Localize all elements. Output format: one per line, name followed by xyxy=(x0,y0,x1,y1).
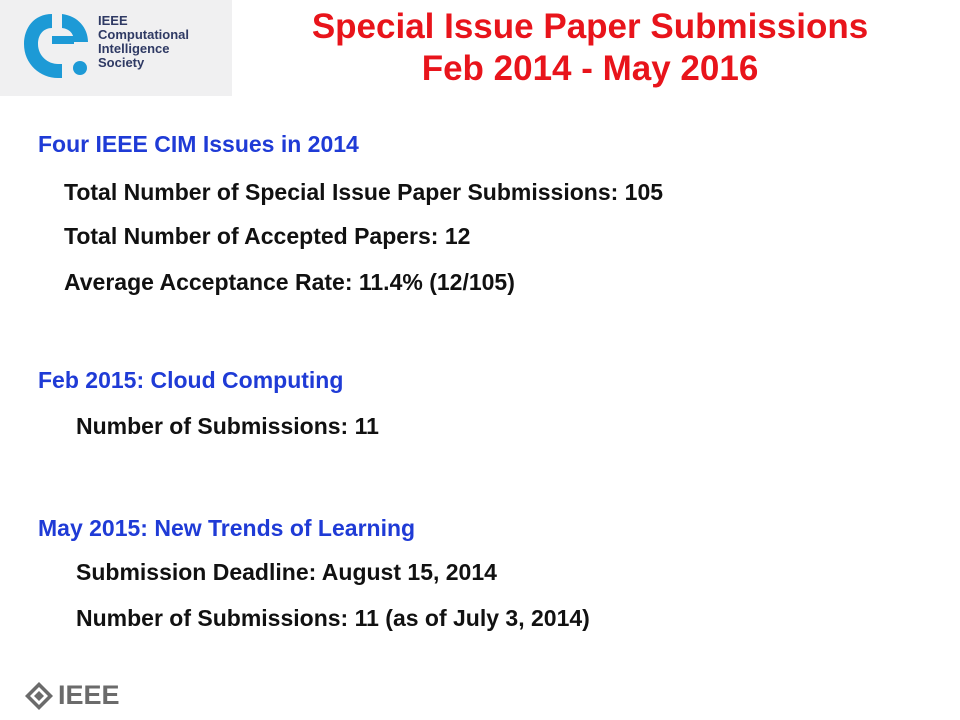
ieee-footer-text: IEEE xyxy=(58,680,120,710)
logo-line-intelligence: Intelligence xyxy=(98,41,170,56)
cis-logo-icon xyxy=(22,6,94,88)
logo-line-computational: Computational xyxy=(98,27,189,42)
section-heading-new-trends: May 2015: New Trends of Learning xyxy=(38,515,416,541)
section-heading-cloud-computing: Feb 2015: Cloud Computing xyxy=(38,367,344,393)
stat-learning-submissions: Number of Submissions: 11 (as of July 3, 2014) xyxy=(76,605,590,631)
title-line-1: Special Issue Paper Submissions xyxy=(311,7,869,46)
stat-total-submissions: Total Number of Special Issue Paper Submissions: 105 xyxy=(64,179,664,205)
cis-logo xyxy=(0,0,232,96)
logo-line-society: Society xyxy=(98,55,145,70)
stat-cloud-submissions: Number of Submissions: 11 xyxy=(76,413,379,439)
ieee-diamond-icon xyxy=(24,681,54,711)
cis-logo-text xyxy=(98,14,189,70)
stat-submission-deadline: Submission Deadline: August 15, 2014 xyxy=(76,559,497,585)
section-heading-cim-2014: Four IEEE CIM Issues in 2014 xyxy=(38,131,359,157)
logo-line-ieee: IEEE xyxy=(98,13,128,28)
stat-accepted-papers: Total Number of Accepted Papers: 12 xyxy=(64,223,471,249)
page-title xyxy=(240,6,940,90)
stat-acceptance-rate: Average Acceptance Rate: 11.4% (12/105) xyxy=(64,269,515,295)
title-line-2: Feb 2014 - May 2016 xyxy=(421,49,759,88)
